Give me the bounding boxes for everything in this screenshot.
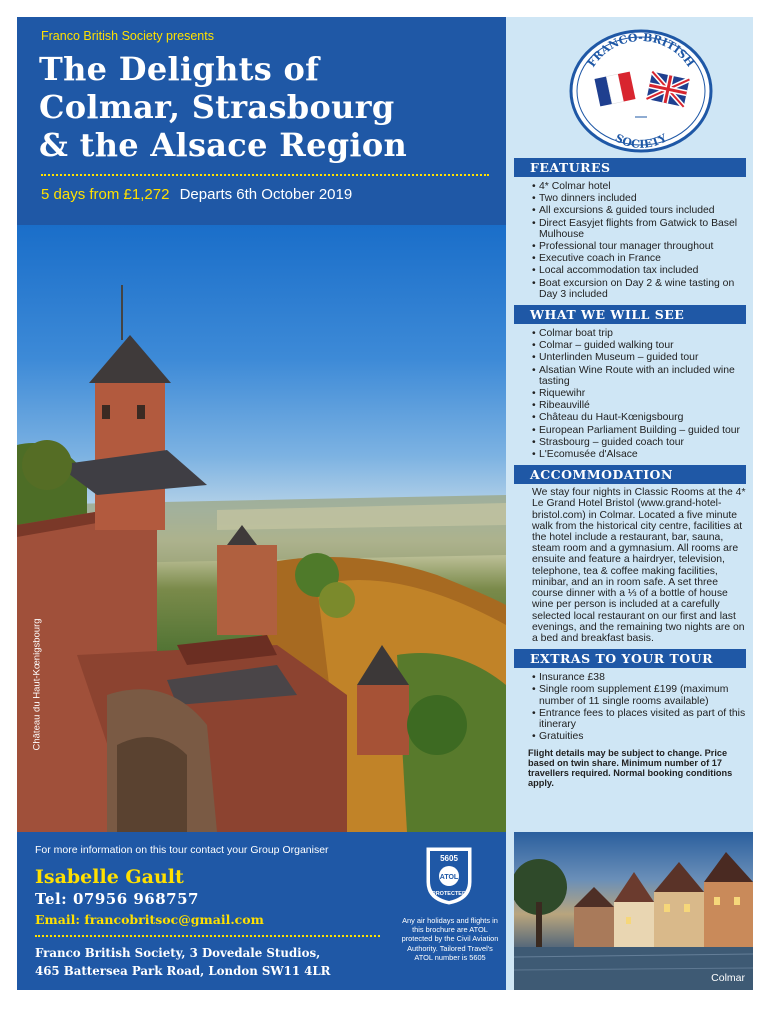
presents-line: Franco British Society presents xyxy=(41,29,214,43)
logo-top-text: FRANCO-BRITISH xyxy=(584,30,697,70)
see-list xyxy=(514,328,746,460)
address-line-1: Franco British Society, 3 Dovedale Studios, xyxy=(35,946,321,960)
features-heading: FEATURES xyxy=(514,158,746,177)
colmar-photo xyxy=(514,832,753,990)
colmar-illustration xyxy=(514,832,753,990)
list-item: • Gratuities xyxy=(532,731,746,742)
dotted-divider xyxy=(41,174,489,176)
extras-list xyxy=(514,672,746,742)
right-column xyxy=(514,153,746,788)
terms-note: Flight details may be subject to change. Price based on twin share. Minimum number of 17 travellers required. Normal booking conditions apply. xyxy=(528,748,733,789)
list-item: • Château du Haut-Kœnigsbourg xyxy=(532,412,746,423)
atol-protected-icon xyxy=(421,844,477,906)
list-item: • Ribeauvillé xyxy=(532,400,746,411)
list-item: • Colmar boat trip xyxy=(532,328,746,339)
list-item: • Insurance £38 xyxy=(532,672,746,683)
society-address xyxy=(35,944,330,980)
photo-caption: Château du Haut-Kœnigsbourg xyxy=(31,618,43,751)
accommodation-heading: ACCOMMODATION xyxy=(514,465,746,484)
list-item: • Entrance fees to places visited as part of this itinerary xyxy=(532,708,746,730)
list-item: • Local accommodation tax included xyxy=(532,265,746,276)
list-item: • Two dinners included xyxy=(532,193,746,204)
price-and-date xyxy=(41,186,352,203)
list-item: • Riquewihr xyxy=(532,388,746,399)
organiser-email[interactable]: Email: francobritsoc@gmail.com xyxy=(35,912,264,927)
page-title xyxy=(39,50,407,164)
what-we-will-see-heading: WHAT WE WILL SEE xyxy=(514,305,746,324)
list-item: • 4* Colmar hotel xyxy=(532,181,746,192)
list-item: • Professional tour manager throughout xyxy=(532,241,746,252)
list-item: • Alsatian Wine Route with an included wine tasting xyxy=(532,365,746,387)
departs-text: Departs 6th October 2019 xyxy=(179,186,353,203)
brochure-page xyxy=(17,17,753,990)
more-info-text: For more information on this tour contact your Group Organiser xyxy=(35,844,329,856)
list-item: • Colmar – guided walking tour xyxy=(532,340,746,351)
svg-text:ATOL: ATOL xyxy=(439,874,459,881)
extras-heading: EXTRAS TO YOUR TOUR xyxy=(514,649,746,668)
title-line-2: Colmar, Strasbourg xyxy=(39,88,395,126)
atol-block xyxy=(393,832,506,990)
organiser-phone[interactable]: Tel: 07956 968757 xyxy=(35,890,199,908)
organiser-name: Isabelle Gault xyxy=(35,866,184,888)
list-item: • Strasbourg – guided coach tour xyxy=(532,437,746,448)
accommodation-text: We stay four nights in Classic Rooms at the 4* Le Grand Hotel Bristol (www.grand-hotel-bristol.com) in Colmar. Located a five minute walk from the historical city centre, facilities at the hotel include a restaurant, bar, sauna, steam room and a gymnasium. All rooms are ensuite and feature a hairdryer, television, telephone, tea & coffee making facilities, minibar, and an in room safe. A set three course dinner with a ⅓ of a bottle of house wine per person is included at a carefully selected local restaurant on our first and last evenings, and the remaining two nights are on a bed and breakfast basis. xyxy=(532,487,746,644)
list-item: • Direct Easyjet flights from Gatwick to Basel Mulhouse xyxy=(532,218,746,240)
logo-bottom-text: SOCIETY xyxy=(612,131,670,152)
list-item: • European Parliament Building – guided tour xyxy=(532,425,746,436)
franco-british-society-logo xyxy=(565,27,717,155)
features-list xyxy=(514,181,746,300)
title-line-3: & the Alsace Region xyxy=(39,126,408,164)
dotted-divider xyxy=(35,935,380,937)
list-item: • Executive coach in France xyxy=(532,253,746,264)
list-item: • All excursions & guided tours included xyxy=(532,205,746,216)
contact-block xyxy=(17,832,387,990)
castle-photo xyxy=(17,225,506,832)
title-line-1: The Delights of xyxy=(39,50,320,88)
list-item: • Single room supplement £199 (maximum number of 11 single rooms available) xyxy=(532,684,746,706)
atol-number: 5605 xyxy=(440,854,458,863)
price-text: 5 days from £1,272 xyxy=(41,186,170,203)
atol-label: PROTECTED xyxy=(432,891,466,897)
header-banner xyxy=(17,17,506,225)
atol-statement: Any air holidays and flights in this brochure are ATOL protected by the Civil Aviation Authority. Tailored Travel's ATOL number is 5605 xyxy=(401,916,499,962)
colmar-caption: Colmar xyxy=(711,972,745,984)
list-item: • Boat excursion on Day 2 & wine tasting on Day 3 included xyxy=(532,278,746,300)
castle-illustration xyxy=(17,225,506,832)
contact-footer xyxy=(17,832,506,990)
address-line-2: 465 Battersea Park Road, London SW11 4LR xyxy=(35,964,331,978)
list-item: • L'Ecomusée d'Alsace xyxy=(532,449,746,460)
list-item: • Unterlinden Museum – guided tour xyxy=(532,352,746,363)
